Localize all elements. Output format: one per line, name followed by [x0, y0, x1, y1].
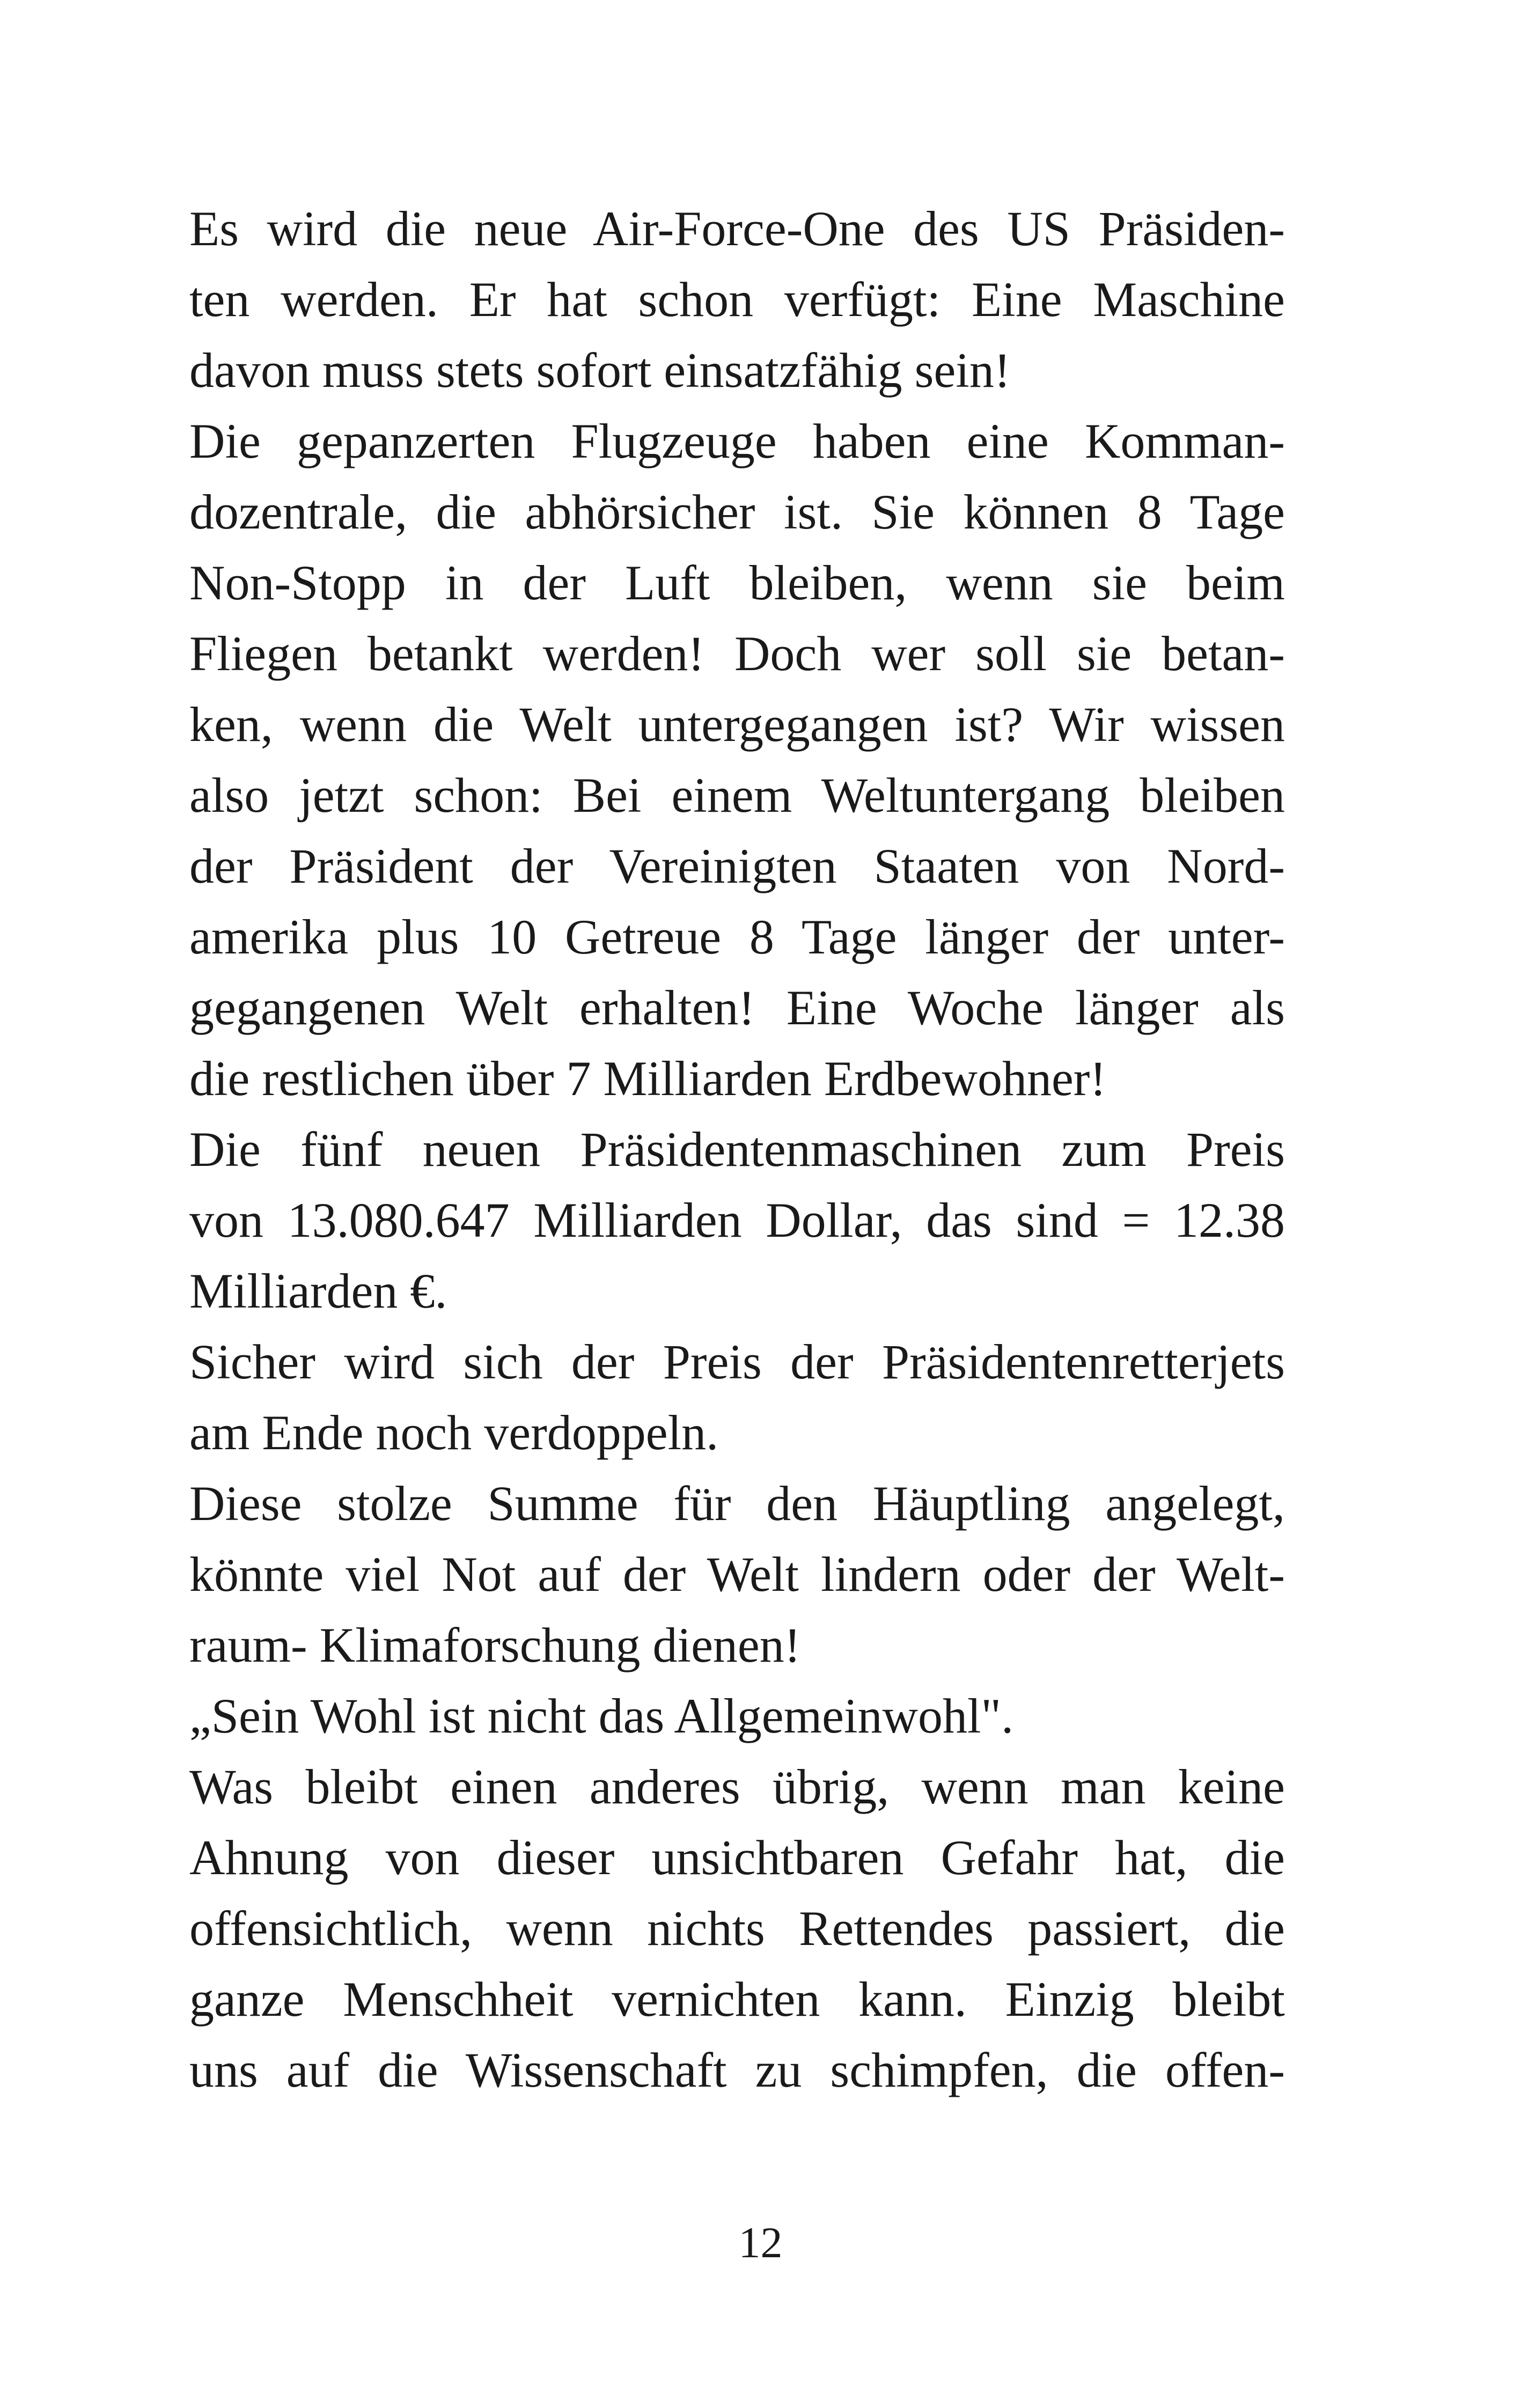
text-line: am Ende noch verdoppeln.	[189, 1405, 719, 1460]
text-line: der Präsident der Vereinigten Staaten von Nord-	[189, 839, 1285, 893]
text-line: Fliegen betankt werden! Doch wer soll sie betan-	[189, 626, 1285, 681]
text-line: Milliarden €.	[189, 1264, 447, 1318]
text-line: raum- Klimaforschung dienen!	[189, 1618, 801, 1672]
text-line: amerika plus 10 Getreue 8 Tage länger der unter-	[189, 909, 1285, 964]
text-line: davon muss stets sofort einsatzfähig sein!	[189, 343, 1011, 398]
text-line: von 13.080.647 Milliarden Dollar, das sind = 12.38	[189, 1193, 1285, 1247]
text-line: also jetzt schon: Bei einem Weltuntergang bleiben	[189, 768, 1285, 823]
text-line: Die gepanzerten Flugzeuge haben eine Komman-	[189, 414, 1285, 468]
body-text	[189, 193, 1285, 2105]
text-line: Ahnung von dieser unsichtbaren Gefahr hat, die	[189, 1830, 1285, 1885]
text-line: Die fünf neuen Präsidentenmaschinen zum Preis	[189, 1122, 1285, 1177]
page-number: 12	[738, 2218, 783, 2267]
text-line: Non-Stopp in der Luft bleiben, wenn sie beim	[189, 555, 1285, 610]
text-line: Es wird die neue Air-Force-One des US Präsiden-	[189, 201, 1285, 256]
text-line: ten werden. Er hat schon verfügt: Eine Maschine	[189, 272, 1285, 327]
text-line: dozentrale, die abhörsicher ist. Sie können 8 Tage	[189, 484, 1285, 539]
text-line: offensichtlich, wenn nichts Rettendes passiert, die	[189, 1901, 1285, 1956]
text-line: ken, wenn die Welt untergegangen ist? Wir wissen	[189, 697, 1285, 752]
text-line: die restlichen über 7 Milliarden Erdbewohner!	[189, 1051, 1107, 1106]
text-line: gegangenen Welt erhalten! Eine Woche länger als	[189, 980, 1285, 1035]
text-line: Sicher wird sich der Preis der Präsidentenretterjets	[189, 1334, 1285, 1389]
text-line: „Sein Wohl ist nicht das Allgemeinwohl".	[189, 1688, 1014, 1743]
text-line: Diese stolze Summe für den Häuptling angelegt,	[189, 1476, 1285, 1531]
text-line: uns auf die Wissenschaft zu schimpfen, die offen-	[189, 2043, 1285, 2097]
text-line: ganze Menschheit vernichten kann. Einzig bleibt	[189, 1972, 1285, 2027]
text-line: Was bleibt einen anderes übrig, wenn man keine	[189, 1759, 1285, 1814]
text-line: könnte viel Not auf der Welt lindern oder der Welt-	[189, 1547, 1285, 1602]
